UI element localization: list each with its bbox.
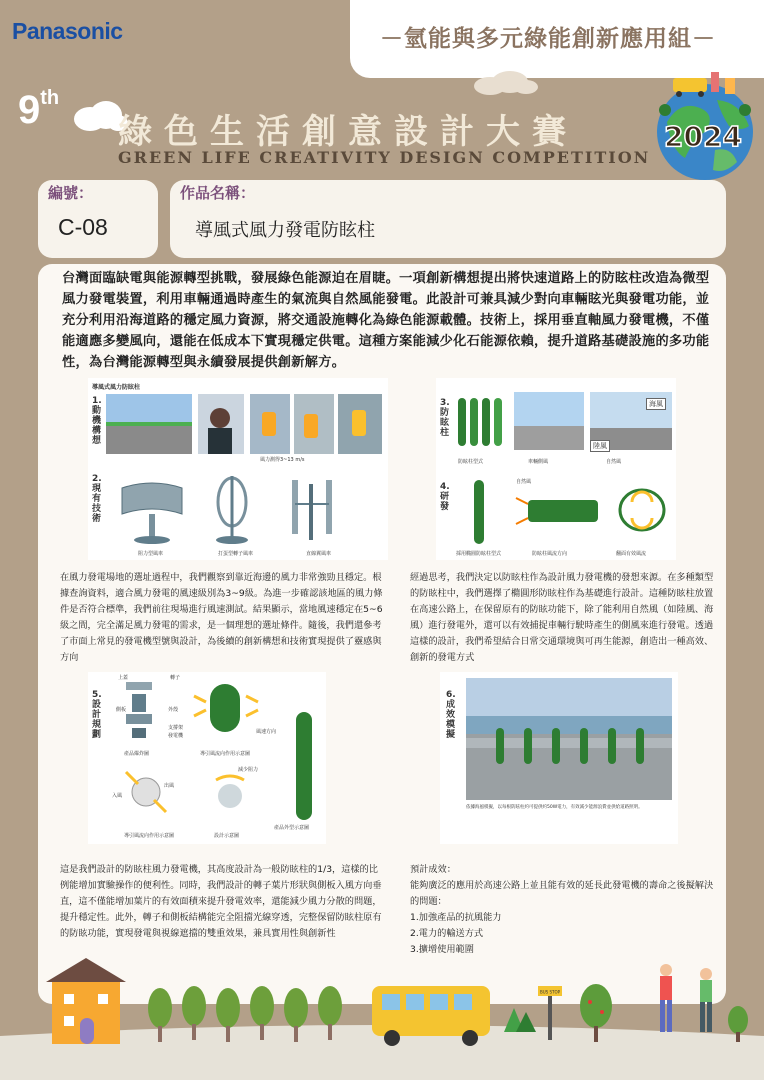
results-item: 1.加強產品的抗風能力	[410, 912, 502, 923]
competition-title-zh: 綠色生活創意設計大賽	[118, 112, 578, 152]
caption-post-type: 防眩柱型式	[458, 459, 484, 465]
caption-flow-top: 導引風流向作用示意圖	[124, 833, 175, 839]
label-rotor: 轉子	[170, 675, 181, 681]
id-value: C-08	[58, 214, 108, 240]
design-detail-paragraph: 這是我們設計的防眩柱風力發電機，其高度設計為一般防眩柱的1/3，這樣的比例能增加實驗操作的便利性。同時，我們設計的轉子葉片形狀與側板入風方向垂直，這不僅能增加葉片的有效面積來提升發電效率，還能減少風力分散的問題，提升穩定性。此外，轉子和側板結構能完全阻擋光線穿透，完整保留防眩柱原有的防眩功能，實現發電與視線遮擋的雙重效果，兼具實用性與創新性	[60, 864, 382, 939]
fig1-title: 導風式風力防眩柱	[92, 384, 141, 391]
arrow-natural-wind-label: 自然風	[516, 479, 532, 485]
figure-motivation-technology	[88, 378, 388, 560]
label-generator: 發電機	[168, 733, 184, 739]
simulation-caption: 依據海風模擬，以每根防眩柱約可提供約50W電力，有效減少能源浪費並供給道路照明。	[466, 805, 643, 810]
cloud-icon	[470, 68, 540, 96]
edition-badge: 9th	[18, 87, 60, 132]
sea-wind-label: 海風	[646, 398, 666, 410]
bus-stop-sign: BUS STOP	[539, 989, 561, 995]
label-inlet: 入風	[112, 793, 123, 799]
results-lead: 能夠廣泛的應用於高速公路上並且能有效的延長此發電機的壽命之後擬解決的問題：	[410, 880, 714, 907]
category-title: －氫能與多元綠能創新應用組－	[380, 26, 716, 52]
name-label: 作品名稱：	[180, 184, 256, 202]
label-side-panel: 側板	[116, 707, 127, 713]
post-photos	[454, 392, 674, 454]
project-name: 導風式風力發電防眩柱	[195, 220, 375, 241]
caption-flow-direction: 防眩柱風流方向	[532, 551, 568, 557]
label-support: 支撐架	[168, 725, 184, 731]
figure-design-plan	[88, 672, 326, 844]
caption-design-schematic: 設計示意圖	[214, 833, 240, 839]
panasonic-logo: Panasonic	[12, 18, 123, 44]
land-wind-label: 陸風	[590, 440, 610, 452]
design-concept-paragraph: 經過思考，我們決定以防眩柱作為設計風力發電機的發想來源。在多種類型的防眩柱中，我們選擇了橢圓形防眩柱作為基礎進行設計。這種防眩柱放置在高速公路上，在保留原有的防眩功能下，除了能利用自然風（如陸風、海風）進行發電外，還可以有效捕捉車輛行駛時產生的側風來進行發電。透過這樣的設計，我們希望結合日常交通環境與可再生能源，創造出一種高效、創新的發電方式	[410, 572, 714, 663]
label-top-cover: 上蓋	[118, 675, 129, 681]
intro-paragraph: 台灣面臨缺電與能源轉型挑戰，發展綠色能源迫在眉睫。一項創新構想提出將快速道路上的防眩柱改造為微型風力發電裝置，利用車輛通過時產生的氣流與自然風能發電。此設計可兼具減少對向車輛眩光與發電功能，並充分利用沿海道路的穩定風力資源，將交通設施轉化為綠色能源載體。技術上，採用垂直軸風力發電機，不僅能適應多變風向，還能在低成本下實現穩定供電。這種方案能減少化石能源依賴，提升道路基礎設施的多功能性，為台灣能源轉型與永續發展提供創新解方。	[62, 271, 710, 370]
globe-2024-icon	[645, 70, 760, 185]
competition-title-en: GREEN LIFE CREATIVITY DESIGN COMPETITION	[118, 148, 651, 167]
site-selection-paragraph: 在風力發電場地的選址過程中，我們觀察到靠近海邊的風力非常強勁且穩定。根據查詢資料，適合風力發電的風速級別為3~9級。為進一步確認該地區的風力條件是否符合標準，我們前往現場進行風速測試。結果顯示，當地風速穩定在5~6級之間，完全滿足風力發電的需求，是一個理想的選址條件。隨後，我們還參考了市面上常見的發電機型號與設計，為後續的創新構想和技術實現提供了靈感與方向	[60, 572, 383, 663]
caption-effective-flow: 翻面有效風流	[616, 551, 647, 557]
caption-straight-blade-turbine: 直線翼風車	[306, 551, 332, 557]
site-photos	[106, 394, 386, 464]
results-item: 2.電力的輸送方式	[410, 928, 484, 939]
results-item: 3.擴增使用範圍	[410, 944, 474, 955]
caption-drag-turbine: 阻力型風車	[138, 551, 164, 557]
caption-eggbeater-turbine: 打蛋型轉子風車	[218, 551, 254, 557]
research-diagram	[456, 474, 672, 544]
label-reduce-drag: 減少阻力	[238, 767, 259, 773]
caption-exploded-view: 產品爆炸圖	[124, 751, 150, 757]
caption-car-wind: 車輛側風	[528, 459, 549, 465]
simulation-photo	[466, 678, 672, 800]
caption-natural-wind: 自然風	[606, 459, 622, 465]
fig1-tag-technology: 2.現有技術	[92, 474, 102, 524]
caption-oval-post: 採用橢圓防眩柱型式	[456, 551, 502, 557]
year-label: 2024	[664, 120, 742, 153]
fig4-tag-simulation: 6.成效模擬	[446, 690, 456, 740]
fig2-tag-post: 3.防眩柱	[440, 398, 450, 438]
label-shell: 外殼	[168, 707, 179, 713]
fig2-tag-research: 4.研發	[440, 482, 450, 512]
fig1-tag-motivation: 1.動機構想	[92, 396, 102, 446]
figure-simulation	[440, 672, 678, 844]
figure-anti-glare-research	[436, 378, 676, 560]
label-wind-direction: 風速方向	[256, 729, 277, 735]
fig3-tag-design: 5.設計規劃	[92, 690, 102, 740]
label-outlet: 出風	[164, 783, 175, 789]
results-title: 預計成效：	[410, 864, 456, 875]
caption-flow-effect: 導引風流向作用示意圖	[200, 751, 251, 757]
id-label: 編號：	[48, 184, 94, 202]
expected-results	[410, 862, 722, 958]
caption-outer-appearance: 產品外型示意圖	[274, 825, 310, 831]
turbine-types	[112, 474, 382, 546]
bottom-illustration	[0, 950, 764, 1080]
wind-speed-caption: 風力測得3~13 m/s	[260, 457, 305, 463]
